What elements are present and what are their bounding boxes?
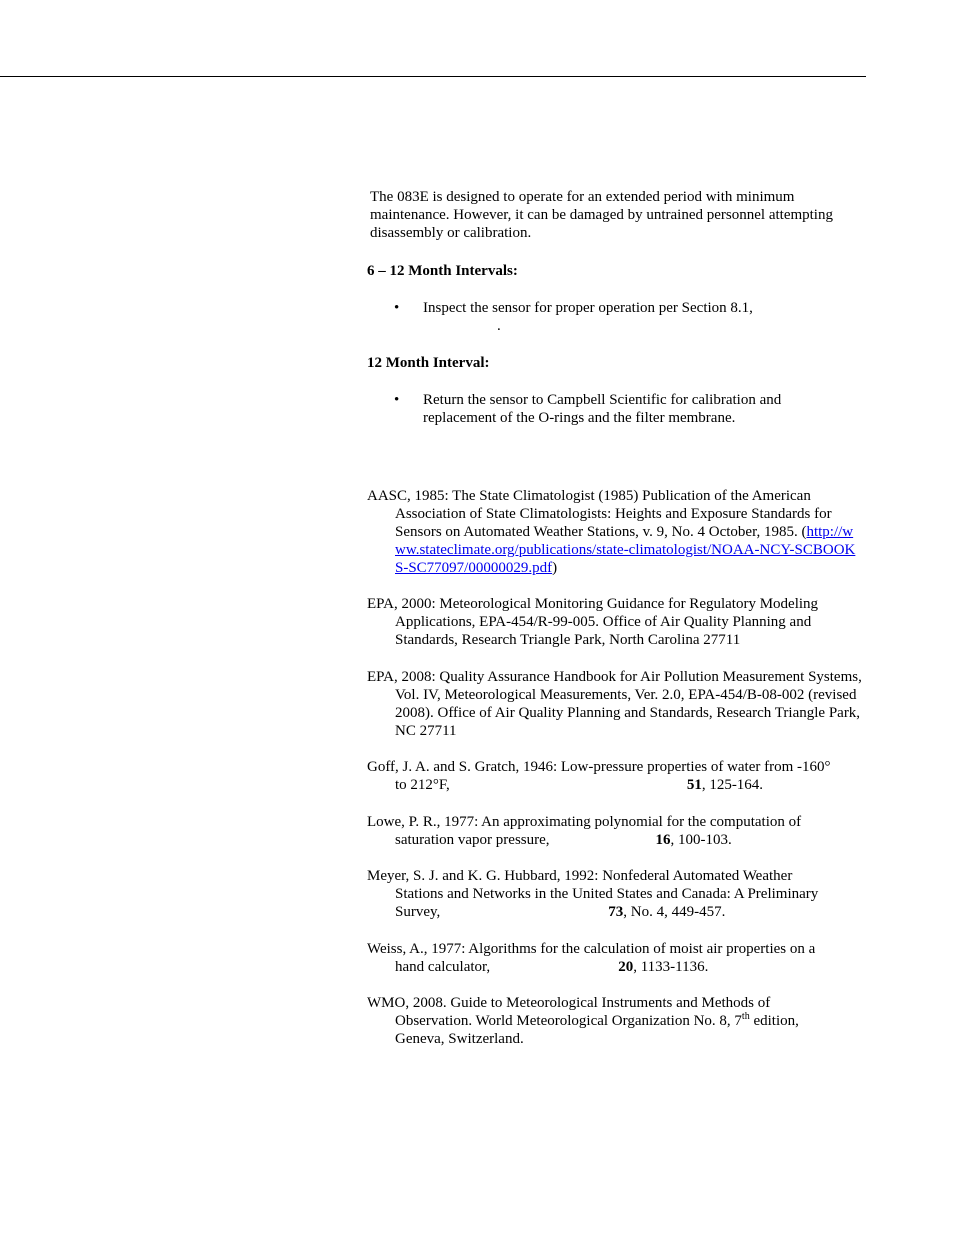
reference-line: Geneva, Switzerland. [395, 1031, 524, 1047]
reference-line: WMO, 2008. Guide to Meteorological Instruments and Methods of [367, 995, 771, 1011]
reference-lowe [367, 813, 862, 849]
reference-text: hand calculator, [395, 959, 491, 975]
reference-wmo [367, 994, 862, 1048]
list-item-text: Inspect the sensor for proper operation per Section 8.1, [423, 300, 753, 316]
reference-superscript: th [741, 1011, 750, 1022]
reference-pages: , No. 4, 449-457. [623, 904, 726, 920]
list-item-return-sensor [394, 391, 814, 427]
reference-meyer [367, 867, 862, 921]
heading-6-12-month-intervals: 6 – 12 Month Intervals: [367, 263, 518, 279]
reference-text: Observation. World Meteorological Organization No. 8, 7 [395, 1013, 742, 1029]
reference-text: Survey, [395, 904, 441, 920]
reference-pages: , 100-103. [670, 832, 732, 848]
reference-line: Stations and Networks in the United States and Canada: A Preliminary [395, 886, 819, 902]
reference-volume: 16 [655, 832, 671, 848]
reference-text: saturation vapor pressure, [395, 832, 550, 848]
reference-line: Meyer, S. J. and K. G. Hubbard, 1992: Nonfederal Automated Weather [367, 868, 793, 884]
intro-paragraph: The 083E is designed to operate for an extended period with minimum maintenance. However, it can be damaged by untrained personnel attempting disassembly or calibration. [370, 189, 833, 241]
reference-pages: , 125-164. [701, 777, 764, 793]
reference-volume: 73 [608, 904, 624, 920]
reference-text-end: ) [552, 560, 558, 576]
reference-link[interactable]: http://www.stateclimate.org/publications/state-climatologist/NOAA-NCY-SCBOOKS-SC77097/00000029.pdf [395, 524, 856, 576]
reference-line [367, 903, 862, 921]
bullet-icon: • [394, 300, 400, 316]
reference-text: to 212°F, [395, 777, 450, 793]
reference-text-end: edition, [749, 1013, 799, 1029]
reference-line: Weiss, A., 1977: Algorithms for the calculation of moist air properties on a [367, 941, 816, 957]
reference-line: Goff, J. A. and S. Gratch, 1946: Low-pressure properties of water from -160° [367, 759, 831, 775]
heading-12-month-interval: 12 Month Interval: [367, 355, 490, 371]
reference-pages: , 1133-1136. [633, 959, 709, 975]
reference-line [367, 958, 862, 976]
reference-epa-2000: EPA, 2000: Meteorological Monitoring Guidance for Regulatory Modeling Applications, EPA-454/R-99-005. Office of Air Quality Planning and Standards, Research Triangle Park, North Carolina 27711 [367, 596, 819, 648]
reference-weiss [367, 940, 862, 976]
reference-line [367, 831, 862, 849]
bullet-icon: • [394, 392, 400, 408]
reference-epa-2008: EPA, 2008: Quality Assurance Handbook for Air Pollution Measurement Systems, Vol. IV, Meteorological Measurements, Ver. 2.0, EPA-454/B-08-002 (revised 2008). Office of Air Quality Planning and Standards, Research Triangle Park, NC 27711 [367, 669, 862, 739]
list-item-text-end: . [497, 318, 501, 334]
list-item-text: Return the sensor to Campbell Scientific for calibration and replacement of the O-rings and the filter membrane. [423, 392, 782, 426]
reference-goff [367, 758, 862, 794]
header-rule [0, 76, 866, 77]
reference-line: Lowe, P. R., 1977: An approximating polynomial for the computation of [367, 814, 802, 830]
reference-line [367, 776, 862, 794]
reference-aasc [367, 487, 862, 577]
reference-line [367, 1012, 862, 1030]
reference-volume: 51 [686, 777, 702, 793]
list-item-inspect-sensor [394, 299, 834, 335]
reference-volume: 20 [618, 959, 634, 975]
reference-text: AASC, 1985: The State Climatologist (1985) Publication of the American Association of State Climatologists: Heights and Exposure Standards for Sensors on Automated Weather Stations, v. 9, No. 4 October, 1985. ( [367, 488, 832, 540]
